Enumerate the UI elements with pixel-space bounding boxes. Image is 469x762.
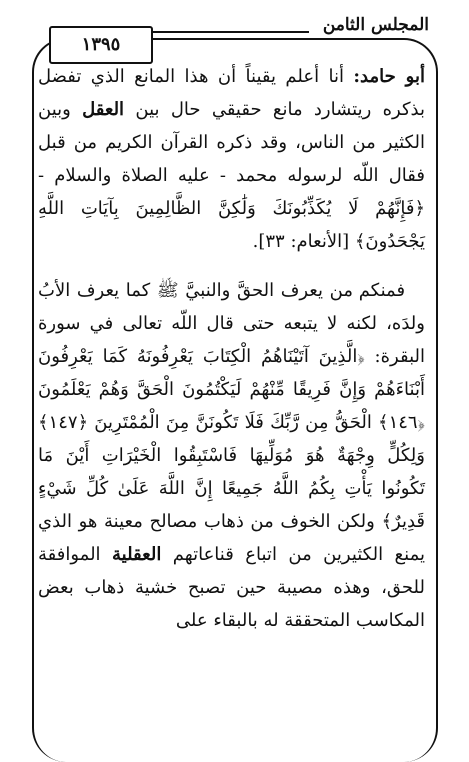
speaker-label: أبو حامد: [353,66,425,87]
paragraph-1-text-end: وبين الكثير من الناس، وقد ذكره القرآن الكريم من قبل فقال اللّه لرسوله محمد - عليه الصلاة والسلام - ﴿فَإِنَّهُمْ لَا يُكَذِّبُونَكَ وَلَٰكِنَّ الظَّالِمِينَ بِآيَاتِ اللَّهِ يَجْحَدُونَ﴾ [الأنعام: ٣٣]. [38,99,425,252]
bold-word: العقل [82,99,125,120]
bold-word: العقلية [112,544,162,565]
paragraph-gap [38,258,425,274]
paragraph-2-text-start: فمنكم من يعرف الحقَّ والنبيَّ ﷺ كما يعرف الأبُ ولدَه، لكنه لا يتبعه حتى قال اللّه تعالى في سورة البقرة: ﴿الَّذِينَ آتَيْنَاهُمُ الْكِتَابَ يَعْرِفُونَهُ كَمَا يَعْرِفُونَ أَبْنَاءَهُمْ وَإِنَّ فَرِيقًا مِّنْهُمْ لَيَكْتُمُونَ الْحَقَّ وَهُمْ يَعْلَمُونَ ﴿١٤٦﴾ الْحَقُّ مِن رَّبِّكَ فَلَا تَكُونَنَّ مِنَ الْمُمْتَرِينَ ﴿١٤٧﴾ وَلِكُلٍّ وِجْهَةٌ هُوَ مُوَلِّيهَا فَاسْتَبِقُوا الْخَيْرَاتِ أَيْنَ مَا تَكُونُوا يَأْتِ بِكُمُ اللَّهُ جَمِيعًا إِنَّ اللَّهَ عَلَىٰ كُلِّ شَيْءٍ قَدِيرٌ﴾ ولكن الخوف من ذهاب مصالح معينة هو الذي يمنع الكثيرين من اتباع قناعاتهم [38,280,425,565]
paragraph-2-text-end: الموافقة للحق، وهذه مصيبة حين تصبح خشية ذهاب بعض المكاسب المتحققة له بالبقاء على [38,544,425,631]
paragraph-1-text-start: أنا أعلم يقيناً أن هذا المانع الذي تفضل بذكره ريتشارد مانع حقيقي حال بين [38,66,425,120]
header-rule [152,31,309,33]
page-number: ١٣٩٥ [49,26,153,64]
paragraph-1 [38,60,425,258]
paragraph-2 [38,274,425,637]
chapter-title: المجلس الثامن [322,15,429,35]
body-text [38,60,425,748]
